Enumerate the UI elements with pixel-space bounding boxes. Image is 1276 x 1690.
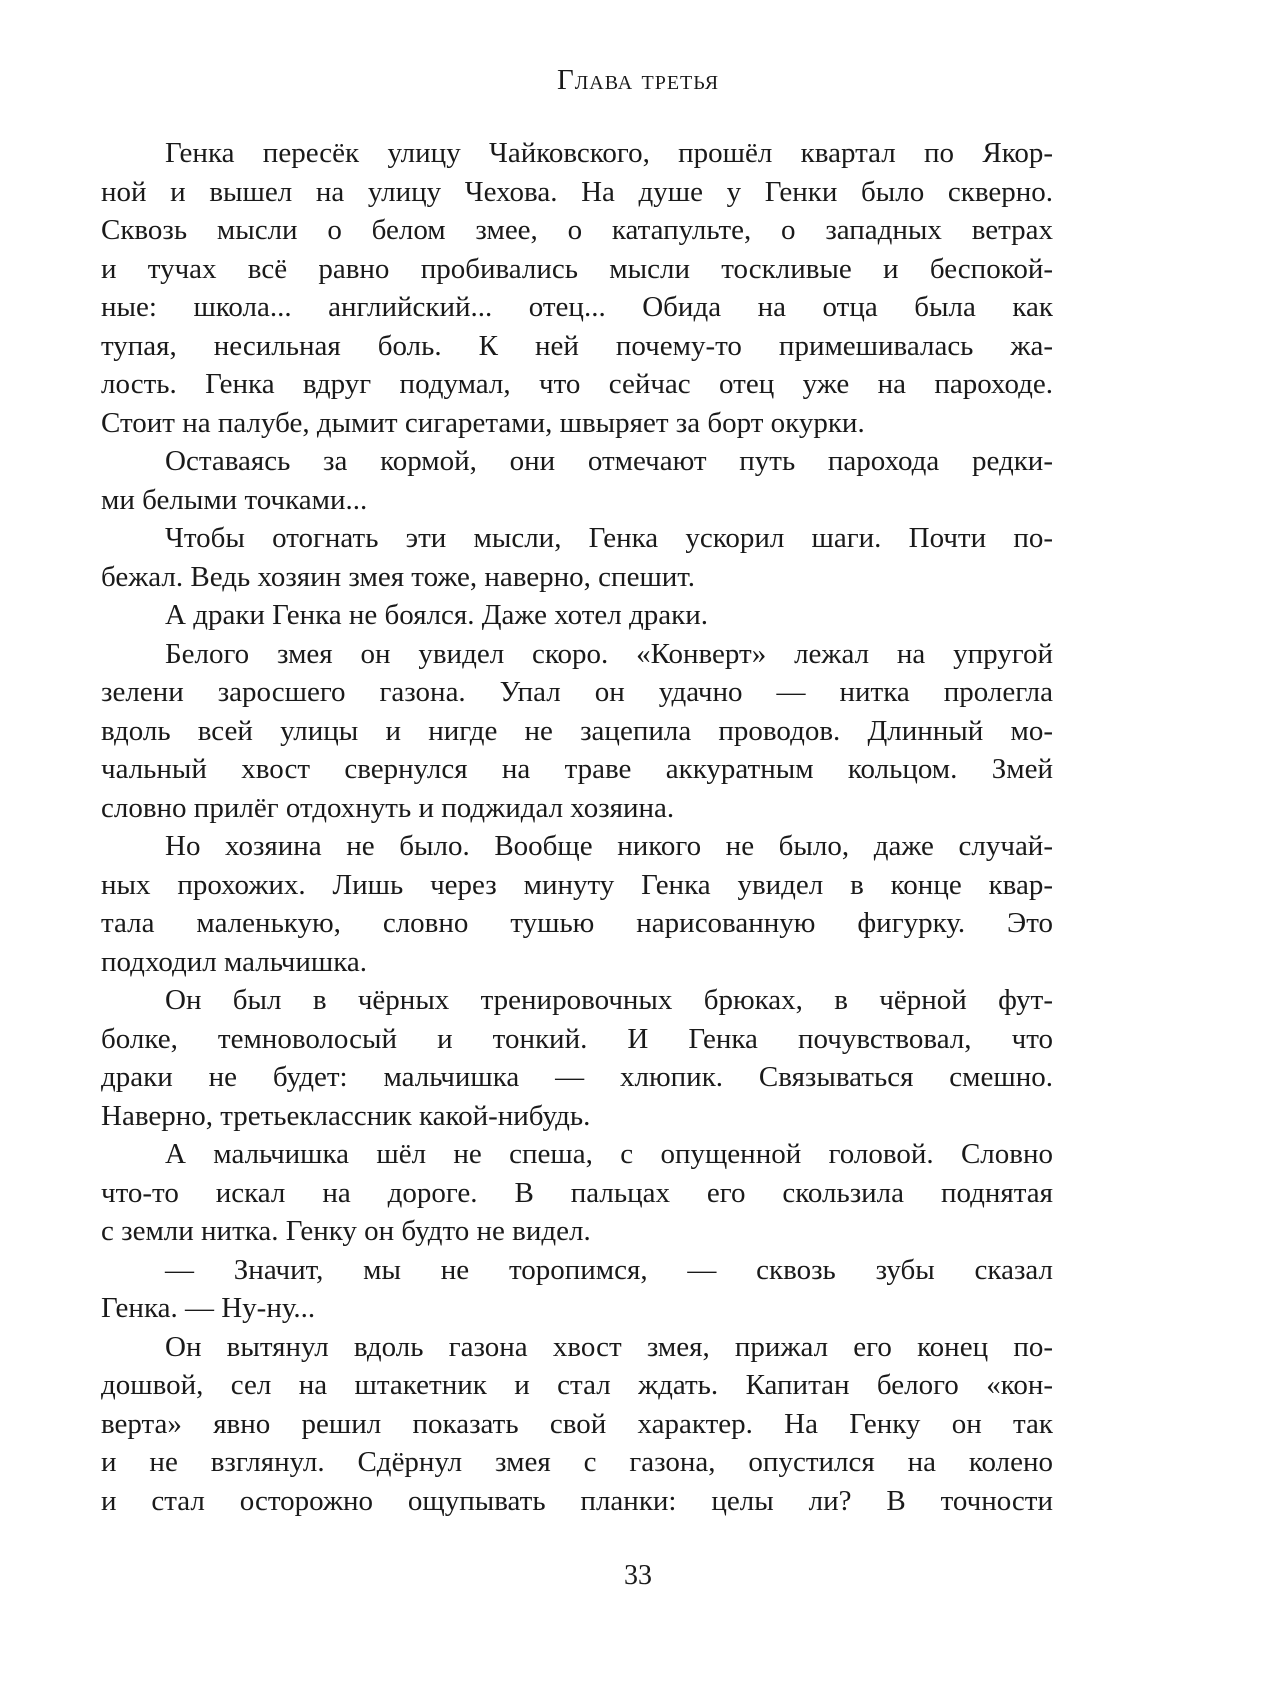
- text-line: ной и вышел на улицу Чехова. На душе у Генки было скверно.: [101, 175, 1053, 208]
- text-line: — Значит, мы не торопимся, — сквозь зубы сказал: [165, 1253, 1053, 1286]
- chapter-header: Глава третья: [556, 64, 720, 96]
- text-line: ми белыми точками...: [101, 483, 368, 516]
- text-line: ные: школа... английский... отец... Обида на отца была как: [101, 291, 1053, 323]
- text-line: Но хозяина не было. Вообще никого не было, даже случай-: [165, 830, 1053, 862]
- text-line: дошвой, сел на штакетник и стал ждать. Капитан белого «кон-: [101, 1369, 1053, 1401]
- text-line: А драки Генка не боялся. Даже хотел драки.: [165, 599, 708, 631]
- text-line: и не взглянул. Сдёрнул змея с газона, опустился на колено: [101, 1446, 1053, 1478]
- text-line: болке, темноволосый и тонкий. И Генка почувствовал, что: [101, 1022, 1053, 1055]
- text-line: Оставаясь за кормой, они отмечают путь парохода редки-: [165, 445, 1053, 477]
- text-line: верта» явно решил показать свой характер. На Генку он так: [101, 1407, 1053, 1440]
- text-line: и тучах всё равно пробивались мысли тоскливые и беспокой-: [101, 252, 1053, 285]
- text-line: что-то искал на дороге. В пальцах его скользила поднятая: [101, 1176, 1053, 1209]
- text-line: Генка. — Ну-ну...: [101, 1292, 316, 1324]
- text-line: Наверно, третьеклассник какой-нибудь.: [101, 1099, 591, 1132]
- text-line: Он вытянул вдоль газона хвост змея, прижал его конец по-: [165, 1330, 1053, 1363]
- text-line: словно прилёг отдохнуть и поджидал хозяина.: [101, 791, 675, 824]
- text-line: Стоит на палубе, дымит сигаретами, швыряет за борт окурки.: [101, 406, 865, 439]
- text-line: Чтобы отогнать эти мысли, Генка ускорил шаги. Почти по-: [165, 522, 1053, 554]
- text-line: Генка пересёк улицу Чайковского, прошёл квартал по Якор-: [165, 137, 1053, 169]
- text-line: тала маленькую, словно тушью нарисованную фигурку. Это: [101, 907, 1053, 939]
- text-line: А мальчишка шёл не спеша, с опущенной головой. Словно: [165, 1138, 1053, 1170]
- text-line: чальный хвост свернулся на траве аккуратным кольцом. Змей: [101, 753, 1053, 785]
- text-line: лость. Генка вдруг подумал, что сейчас отец уже на пароходе.: [101, 368, 1053, 400]
- text-line: и стал осторожно ощупывать планки: целы ли? В точности: [101, 1484, 1053, 1517]
- text-line: вдоль всей улицы и нигде не зацепила проводов. Длинный мо-: [101, 714, 1053, 747]
- page-number: 33: [624, 1560, 652, 1591]
- text-line: подходил мальчишка.: [101, 945, 367, 978]
- body-text: [101, 134, 1053, 1520]
- text-line: Белого змея он увидел скоро. «Конверт» лежал на упругой: [165, 637, 1053, 670]
- text-line: Он был в чёрных тренировочных брюках, в чёрной фут-: [165, 984, 1053, 1016]
- text-line: зелени заросшего газона. Упал он удачно — нитка пролегла: [101, 676, 1053, 708]
- text-line: ных прохожих. Лишь через минуту Генка увидел в конце квар-: [101, 868, 1053, 901]
- text-line: бежал. Ведь хозяин змея тоже, наверно, спешит.: [101, 560, 696, 593]
- text-line: драки не будет: мальчишка — хлюпик. Связываться смешно.: [101, 1061, 1053, 1093]
- text-line: с земли нитка. Генку он будто не видел.: [101, 1215, 591, 1247]
- text-line: Сквозь мысли о белом змее, о катапульте, о западных ветрах: [101, 214, 1053, 246]
- text-line: тупая, несильная боль. К ней почему-то примешивалась жа-: [101, 329, 1053, 362]
